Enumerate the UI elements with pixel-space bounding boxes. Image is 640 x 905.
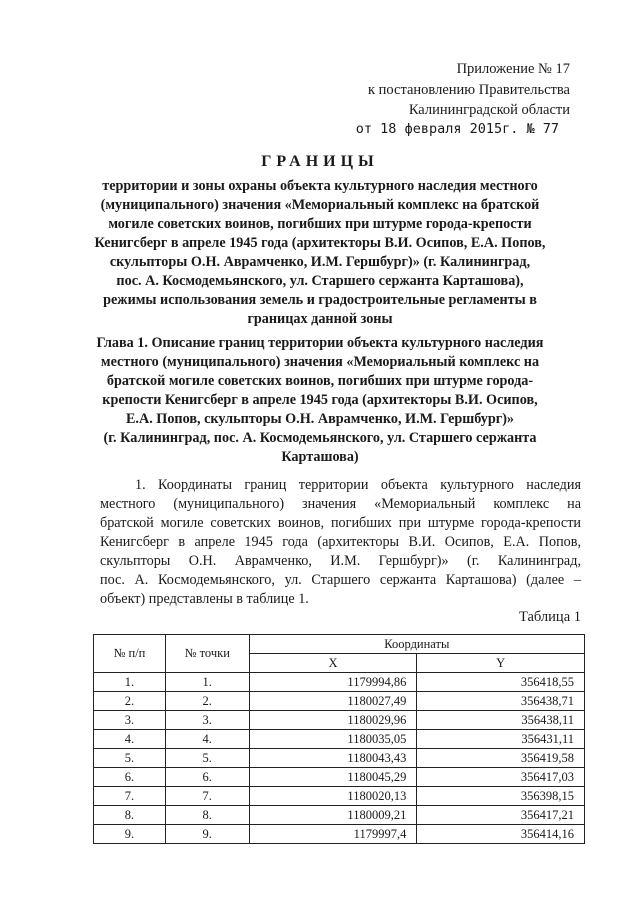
cell-y: 356417,03 <box>417 768 585 787</box>
cell-num: 3. <box>94 711 166 730</box>
cell-y: 356418,55 <box>417 673 585 692</box>
coordinates-table <box>93 634 585 844</box>
table-row <box>94 730 585 749</box>
cell-y: 356419,58 <box>417 749 585 768</box>
cell-y: 356438,71 <box>417 692 585 711</box>
chapter-heading-line: братской могиле советских воинов, погибших при штурме города- <box>106 373 534 389</box>
subtitle-line: пос. А. Космодемьянского, ул. Старшего сержанта Карташова), <box>116 273 524 289</box>
cell-num: 7. <box>94 787 166 806</box>
cell-x: 1180020,13 <box>249 787 417 806</box>
cell-x: 1180035,05 <box>249 730 417 749</box>
chapter-heading-line: местного (муниципального) значения «Мемориальный комплекс на <box>100 354 540 370</box>
subtitle-line: скульпторы О.Н. Аврамченко, И.М. Гершбург)» (г. Калининград, <box>109 254 531 270</box>
cell-point: 6. <box>165 768 249 787</box>
cell-num: 5. <box>94 749 166 768</box>
chapter-heading-line: Карташова) <box>281 449 359 465</box>
paragraph-line: Кенигсберг в апреле 1945 года (архитекторы В.И. Осипов, Е.А. Попов, <box>100 534 581 550</box>
subtitle-line: территории и зоны охраны объекта культурного наследия местного <box>102 178 538 194</box>
table-row <box>94 673 585 692</box>
cell-x: 1180043,43 <box>249 749 417 768</box>
cell-x: 1180009,21 <box>249 806 417 825</box>
cell-point: 4. <box>165 730 249 749</box>
subtitle-line: Кенигсберг в апреле 1945 года (архитекторы В.И. Осипов, Е.А. Попов, <box>94 235 546 251</box>
cell-x: 1180027,49 <box>249 692 417 711</box>
cell-point: 8. <box>165 806 249 825</box>
subtitle-line: могиле советских воинов, погибших при штурме города-крепости <box>108 216 532 232</box>
subtitle-line: границах данной зоны <box>247 311 393 327</box>
header-x: X <box>249 654 417 673</box>
table-row <box>94 749 585 768</box>
chapter-heading-line: Глава 1. Описание границ территории объекта культурного наследия <box>96 335 544 351</box>
cell-point: 3. <box>165 711 249 730</box>
cell-point: 7. <box>165 787 249 806</box>
cell-num: 8. <box>94 806 166 825</box>
cell-y: 356398,15 <box>417 787 585 806</box>
cell-x: 1180045,29 <box>249 768 417 787</box>
paragraph-line: 1. Координаты границ территории объекта культурного наследия <box>135 477 581 493</box>
subtitle-line: режимы использования земель и градостроительные регламенты в <box>103 292 537 308</box>
cell-y: 356438,11 <box>417 711 585 730</box>
table-row <box>94 806 585 825</box>
paragraph-line: пос. А. Космодемьянского, ул. Старшего сержанта Карташова) (далее – <box>100 572 581 588</box>
cell-num: 4. <box>94 730 166 749</box>
cell-x: 1179994,86 <box>249 673 417 692</box>
cell-y: 356431,11 <box>417 730 585 749</box>
subtitle-line: (муниципального) значения «Мемориальный комплекс на братской <box>100 197 540 213</box>
cell-y: 356414,16 <box>417 825 585 844</box>
cell-y: 356417,21 <box>417 806 585 825</box>
cell-point: 5. <box>165 749 249 768</box>
document-title: ГРАНИЦЫ <box>261 153 379 170</box>
chapter-heading-line: крепости Кенигсберг в апреле 1945 года (архитекторы В.И. Осипов, <box>102 392 538 408</box>
cell-x: 1180029,96 <box>249 711 417 730</box>
header-y: Y <box>417 654 585 673</box>
table-caption: Таблица 1 <box>518 609 581 625</box>
cell-num: 2. <box>94 692 166 711</box>
chapter-heading-line: (г. Калининград, пос. А. Космодемьянского, ул. Старшего сержанта <box>103 430 537 446</box>
header-coords: Координаты <box>249 635 584 654</box>
cell-point: 2. <box>165 692 249 711</box>
appendix-resolution: к постановлению Правительства <box>368 82 570 98</box>
chapter-heading-line: Е.А. Попов, скульпторы О.Н. Аврамченко, И.М. Гершбург)» <box>125 411 515 427</box>
cell-point: 9. <box>165 825 249 844</box>
appendix-number: Приложение № 17 <box>456 61 570 77</box>
table-row <box>94 711 585 730</box>
table-row <box>94 825 585 844</box>
paragraph-line: братской могиле советских воинов, погибших при штурме города-крепости <box>100 515 581 531</box>
paragraph-line: скульпторы О.Н. Аврамченко, И.М. Гершбург)» (г. Калининград, <box>100 553 581 569</box>
cell-x: 1179997,4 <box>249 825 417 844</box>
header-point: № точки <box>165 635 249 673</box>
cell-point: 1. <box>165 673 249 692</box>
cell-num: 1. <box>94 673 166 692</box>
appendix-region: Калининградской области <box>408 102 570 118</box>
table-row <box>94 787 585 806</box>
header-num: № п/п <box>94 635 166 673</box>
appendix-date: от 18 февраля 2015г. № 77 <box>355 121 559 137</box>
paragraph-line: местного (муниципального) значения «Мемориальный комплекс на <box>100 496 581 512</box>
paragraph-line: объект) представлены в таблице 1. <box>100 591 309 607</box>
cell-num: 9. <box>94 825 166 844</box>
table-row <box>94 692 585 711</box>
table-row <box>94 768 585 787</box>
cell-num: 6. <box>94 768 166 787</box>
